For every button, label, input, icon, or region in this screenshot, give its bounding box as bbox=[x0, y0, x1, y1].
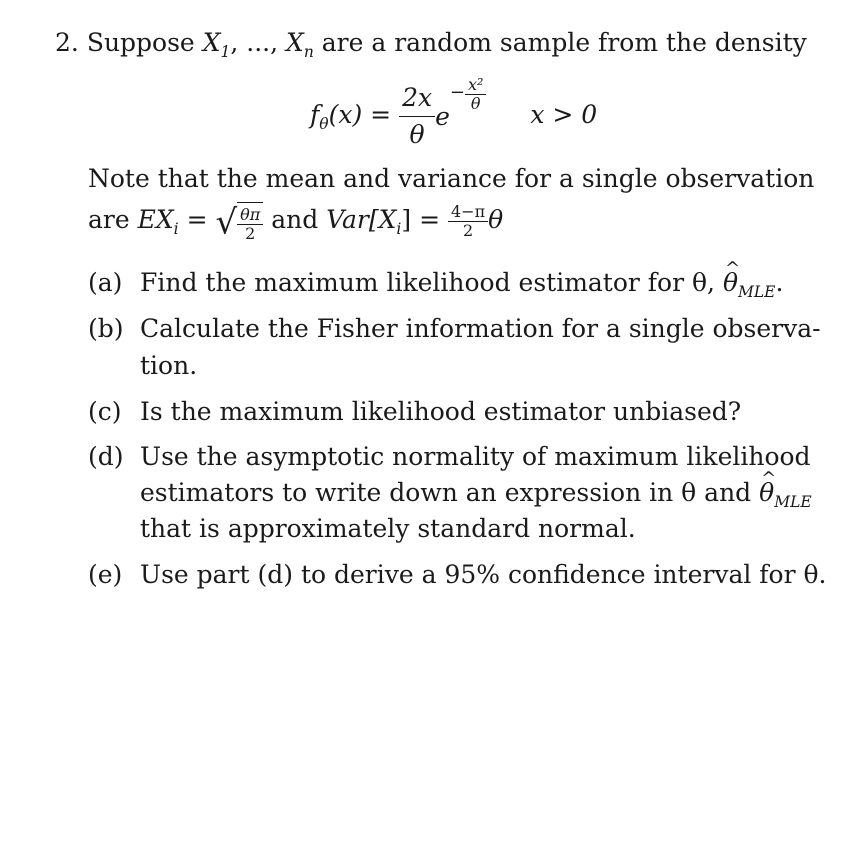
part-c: (c) Is the maximum likelihood estimator unbiased? bbox=[88, 397, 742, 426]
note-line-1: Note that the mean and variance for a single observation bbox=[88, 164, 815, 193]
part-d-line-1: (d) Use the asymptotic normality of maximum likelihood bbox=[88, 442, 811, 471]
sample-last: $X_n$ bbox=[286, 28, 314, 61]
part-d-line-3: that is approximately standard normal. bbox=[140, 514, 636, 543]
part-a-sub: MLE bbox=[738, 283, 776, 301]
density-lhs-arg: (x) = bbox=[328, 100, 392, 129]
variance-expression: $Var[X_i]$ = bbox=[326, 205, 441, 238]
part-a-theta-hat: ^ θ bbox=[723, 268, 738, 298]
density-frac-num: 2x bbox=[399, 80, 435, 117]
part-b-line-1: (b) Calculate the Fisher information for a single observa- bbox=[88, 314, 821, 343]
density-frac-den: θ bbox=[409, 120, 425, 149]
density-lhs: $f_\theta$ bbox=[310, 100, 329, 133]
intro-text-a: Suppose bbox=[86, 28, 195, 57]
problem-intro bbox=[55, 28, 807, 61]
intro-text-b: are a random sample from the density bbox=[321, 28, 807, 57]
note-line-2: are $EX_i$ = √ $\frac{\theta\pi}{2}$ and $Var[X_i]$ = $\frac{4-\pi}{2}$ θ bbox=[88, 202, 504, 243]
part-d-label: (d) bbox=[88, 442, 124, 471]
density-formula bbox=[310, 74, 598, 153]
part-e-label: (e) bbox=[88, 560, 123, 589]
part-d-theta-hat: ^ θ bbox=[759, 478, 774, 508]
density-fraction bbox=[399, 80, 435, 153]
part-b-line-2: tion. bbox=[140, 351, 198, 380]
part-b-label: (b) bbox=[88, 314, 124, 343]
problem-number: 2. bbox=[55, 28, 79, 57]
mean-sqrt: √ $\frac{\theta\pi}{2}$ bbox=[216, 201, 264, 243]
density-exp: $e^{- \frac{\text{x²}}{\theta}}$ bbox=[435, 102, 486, 131]
part-d-line-2: estimators to write down an expression in θ and ^ $\theta_{MLE}$ bbox=[140, 478, 812, 508]
part-a: (a) Find the maximum likelihood estimator for θ, ^ $\theta_{MLE}$. bbox=[88, 268, 783, 298]
sample-first: $X_1$ bbox=[202, 28, 231, 61]
mean-expression: $EX_i$ bbox=[137, 205, 179, 238]
density-condition: x > 0 bbox=[530, 100, 598, 129]
part-a-label: (a) bbox=[88, 268, 123, 297]
variance-fraction: $\frac{4-\pi}{2}$ bbox=[448, 203, 488, 240]
part-a-text: Find the maximum likelihood estimator for θ, bbox=[140, 268, 715, 297]
part-c-label: (c) bbox=[88, 397, 122, 426]
part-d-sub: MLE bbox=[774, 493, 812, 511]
variance-theta: θ bbox=[488, 205, 504, 234]
part-e: (e) Use part (d) to derive a 95% confidence interval for θ. bbox=[88, 560, 827, 589]
sample-dots: , ..., bbox=[230, 28, 287, 57]
